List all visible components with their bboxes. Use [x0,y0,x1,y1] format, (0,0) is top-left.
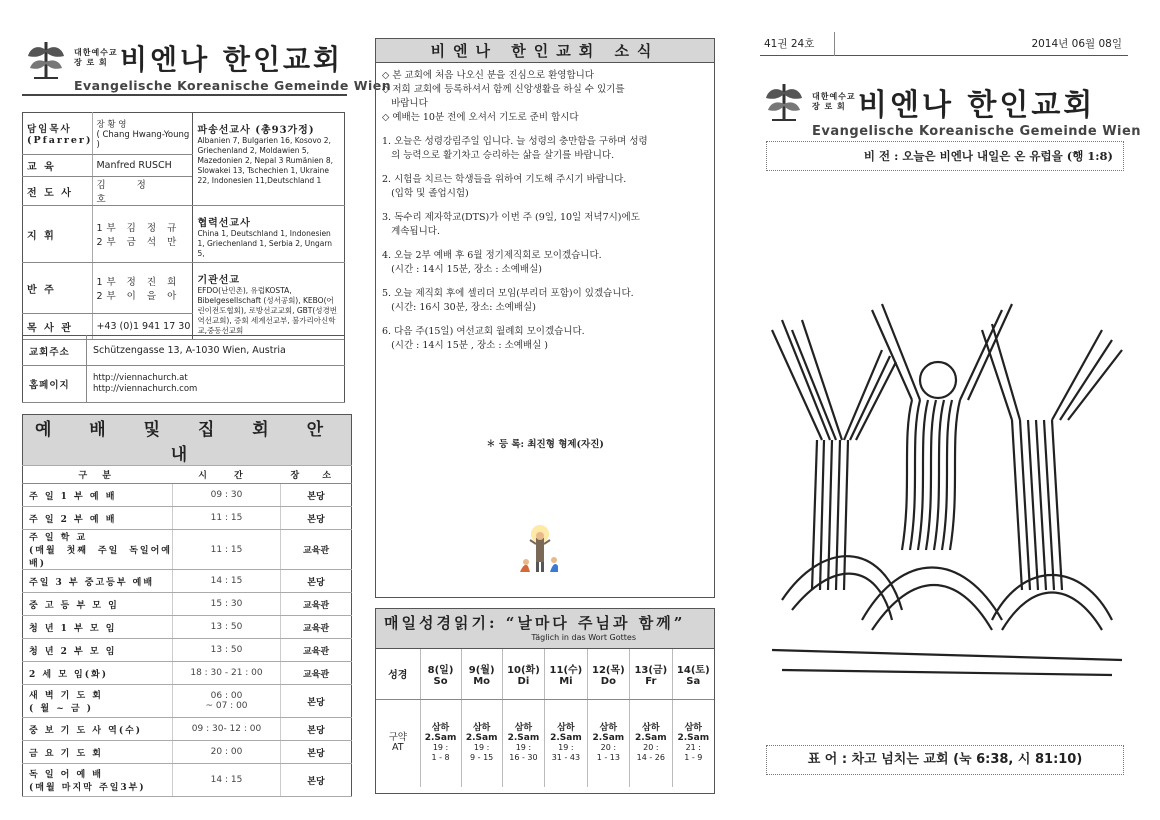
event-name: 새 벽 기 도 회 ( 월 ~ 금 ) [23,685,173,718]
event-place: 교육관 [281,616,352,639]
worship-row [23,662,352,685]
event-name: 청 년 2 부 모 임 [23,639,173,662]
staff-name: 장 황 영 ( Chang Hwang-Young ) [93,113,193,155]
event-time: 11 : 15 [173,530,281,570]
row-label: 구약 AT [388,732,407,754]
staff-role: 목 사 관 [23,314,93,340]
coop-missionaries: 협력선교사 China 1, Deutschland 1, Indonesien 1, Griechenland 1, Serbia 2, Ungarn 5, [193,206,345,263]
news-item: ◇ 저희 교회에 등록하셔서 함께 신앙생활을 하실 수 있기를 바랍니다 [382,84,625,109]
church-news [375,38,715,598]
sent-missionaries: 파송선교사 (총93가정) Albanien 7, Bulgarien 16, Kosovo 2, Griechenland 2, Moldawien 5, Mazedonien 2, Nepal 3 Rumänien 8, Slowakei 13, Tschechien 1, Ukraine 22, Indonesien 11,Deutschland 1 [193,113,345,206]
address-value: Schützengasse 13, A-1030 Wien, Austria [87,336,345,366]
staff-name: Manfred RUSCH [93,155,193,177]
event-name: 주 일 1 부 예 배 [23,484,173,507]
worship-row [23,718,352,741]
event-name: 주 일 2 부 예 배 [23,507,173,530]
event-time: 15 : 30 [173,593,281,616]
church-emblem-icon [762,80,806,124]
event-time: 11 : 15 [173,507,281,530]
staff-name: 1부 김 정 규 2부 금 석 만 [93,206,193,263]
homepage-link[interactable]: http://viennachurch.com [93,384,198,394]
registration: ✽ 등 록: 최진형 형제(자진) [486,439,604,450]
denomination: 대한예수교 장 로 회 [812,92,856,111]
worship-row [23,685,352,718]
woodcut-illustration [762,290,1130,680]
reading-day: 13(금) Fr [630,649,672,699]
reading-verse: 삼하 2.Sam 20 : 1 - 13 [587,699,629,787]
issue-date: 2014년 06월 08일 [1031,38,1122,50]
worship-row [23,530,352,570]
event-place: 본당 [281,764,352,797]
news-item: 2. 시험을 치르는 학생들을 위하여 기도해 주시기 바랍니다. (입학 및 졸업시험) [382,174,627,199]
event-place: 교육관 [281,593,352,616]
reading-verse: 삼하 2.Sam 19 : 16 - 30 [502,699,544,787]
homepage-link[interactable]: http://viennachurch.at [93,373,188,383]
event-time: 09 : 30- 12 : 00 [173,718,281,741]
mission-organizations: 기관선교 EFDO(난민촌), 유럽KOSTA, Bibelgesellschaft (성서공회), KEBO(어린이전도협회), 로방선교교회, GBT(성경번역선교회), 증회 세계선교부, 불가리아신학교,중동선교회 [193,263,345,340]
event-time: 13 : 50 [173,639,281,662]
event-time: 09 : 30 [173,484,281,507]
news-body [376,63,714,359]
worship-row [23,593,352,616]
event-place: 교육관 [281,530,352,570]
event-time: 13 : 50 [173,616,281,639]
event-place: 본당 [281,741,352,764]
issue-header [760,32,1128,56]
news-item: ◇ 예배는 10분 전에 오셔서 기도로 준비 합시다 [382,112,579,123]
reading-day: 12(목) Do [587,649,629,699]
worship-row [23,484,352,507]
worship-row [23,741,352,764]
worship-row [23,507,352,530]
worship-row [23,639,352,662]
news-item: ◇ 본 교회에 처음 나오신 분을 진심으로 환영합니다 [382,70,594,81]
news-item: 3. 독수리 제자학교(DTS)가 이번 주 (9일, 10일 저녁7시)에도 계속됩니다. [382,212,640,237]
event-place: 본당 [281,484,352,507]
reading-day: 14(토) Sa [672,649,714,699]
event-place: 본당 [281,718,352,741]
reading-verse: 삼하 2.Sam 19 : 31 - 43 [545,699,587,787]
staff-role: 반 주 [23,263,93,314]
event-place: 본당 [281,507,352,530]
col-header: 시 간 [173,466,281,484]
issue-volume: 41권 24호 [764,38,815,50]
event-name: 주 일 학 교 (매월 첫째 주일 독일어예배) [23,530,173,570]
event-time: 06 : 00 ~ 07 : 00 [173,685,281,718]
reading-day: 8(일) So [420,649,461,699]
news-item: 1. 오늘은 성령강림주일 입니다. 늘 성령의 충만함을 구하며 성령 의 능력으로 활기차고 승리하는 삶을 살기를 바랍니다. [382,136,648,161]
church-name: 비엔나 한인교회 [858,88,1096,123]
address-label: 교회주소 [23,336,87,366]
row-label: 성경 [376,649,420,699]
pentecost-illustration [516,524,562,576]
news-item: 6. 다음 주(15일) 여선교회 월례회 모이겠습니다. (시간 : 14시 15분 , 장소 : 소예배실 ) [382,326,585,351]
event-time: 14 : 15 [173,570,281,593]
event-name: 중 고 등 부 모 임 [23,593,173,616]
reading-verse: 삼하 2.Sam 19 : 1 - 8 [420,699,461,787]
staff-table [22,112,345,340]
event-time: 18 : 30 - 21 : 00 [173,662,281,685]
worship-schedule [22,414,352,797]
church-name-german: Evangelische Koreanische Gemeinde Wien [812,124,1142,139]
worship-title: 예 배 및 집 회 안 내 [23,415,352,466]
worship-row [23,764,352,797]
reading-subtitle: Täglich in das Wort Gottes [531,633,636,642]
church-name-german: Evangelische Koreanische Gemeinde Wien [74,78,392,93]
reading-day: 10(화) Di [502,649,544,699]
news-title: 비엔나 한인교회 소식 [376,39,714,63]
worship-row [23,570,352,593]
event-place: 본당 [281,685,352,718]
event-place: 교육관 [281,662,352,685]
church-emblem-icon [24,38,68,82]
worship-row [23,616,352,639]
reading-verse: 삼하 2.Sam 21 : 1 - 9 [672,699,714,787]
staff-role: 지 휘 [23,206,93,263]
church-logo [24,38,391,93]
event-time: 20 : 00 [173,741,281,764]
reading-verse: 삼하 2.Sam 20 : 14 - 26 [630,699,672,787]
staff-name: 1부 정 진 희 2부 이 을 아 [93,263,193,314]
event-name: 금 요 기 도 회 [23,741,173,764]
staff-role: 담임목사 (Pfarrer) [23,113,93,155]
reading-verse: 삼하 2.Sam 19 : 9 - 15 [461,699,502,787]
staff-role: 전 도 사 [23,177,93,206]
news-item: 4. 오늘 2부 예배 후 6월 정기제직회로 모이겠습니다. (시간 : 14시 15분, 장소 : 소예배실) [382,250,602,275]
event-name: 독 일 어 예 배 (매월 마지막 주일3부) [23,764,173,797]
col-header: 장 소 [281,466,352,484]
event-time: 14 : 15 [173,764,281,797]
daily-reading [375,608,715,794]
event-name: 중 보 기 도 사 역(수) [23,718,173,741]
event-name: 청 년 1 부 모 임 [23,616,173,639]
reading-title: 매일성경읽기: “날마다 주님과 함께” [384,614,686,632]
motto: 표 어 : 차고 넘치는 교회 (눅 6:38, 시 81:10) [766,745,1124,775]
col-header: 구 분 [23,466,173,484]
reading-day: 9(월) Mo [461,649,502,699]
news-item: 5. 오늘 제직회 후에 셀리더 모임(부리더 포함)이 있겠습니다. (시간: 16시 30분, 장소: 소예배실) [382,288,634,313]
vision-statement: 비 전 : 오늘은 비엔나 내일은 온 유럽을 (행 1:8) [766,141,1124,171]
event-name: 주일 3 부 중고등부 예배 [23,570,173,593]
reading-day: 11(수) Mi [545,649,587,699]
church-name: 비엔나 한인교회 [120,43,344,76]
event-name: 2 세 모 임(화) [23,662,173,685]
church-logo [762,80,1141,139]
staff-role: 교 육 [23,155,93,177]
address-table [22,335,345,403]
homepage-label: 홈페이지 [23,366,87,403]
event-place: 본당 [281,570,352,593]
staff-name: +43 (0)1 941 17 30 [93,314,193,340]
event-place: 교육관 [281,639,352,662]
staff-name: 김 정 호 [93,177,193,206]
denomination: 대한예수교 장 로 회 [74,48,118,67]
